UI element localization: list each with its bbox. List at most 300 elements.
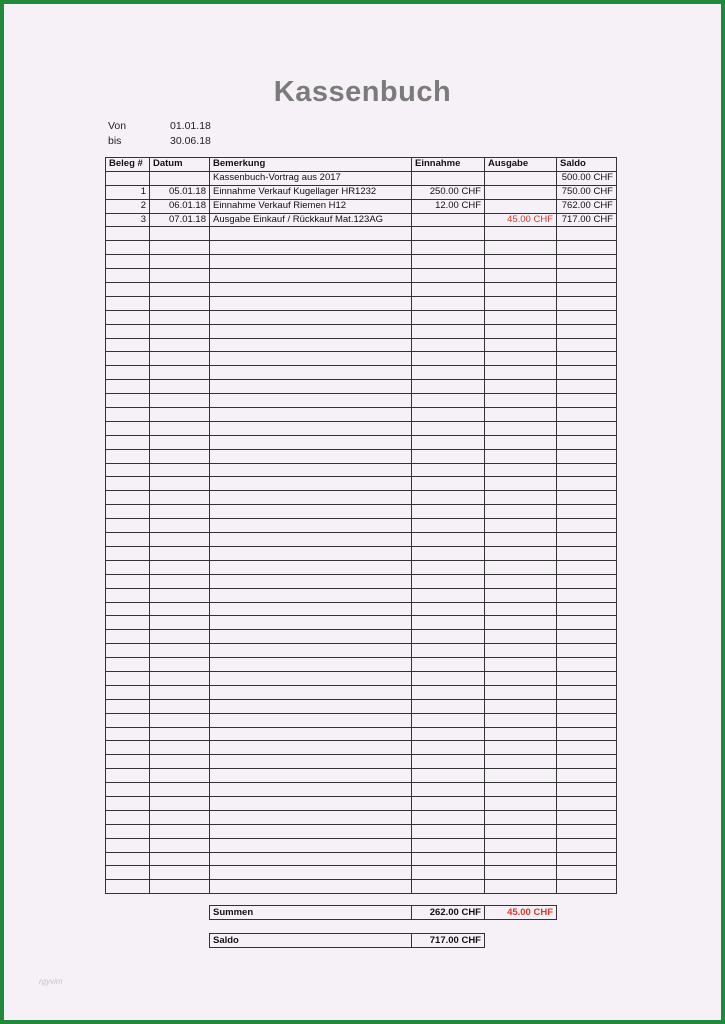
table-row [106,185,617,199]
cell-einnahme: 250.00 CHF [412,185,485,199]
cell-datum [150,810,210,824]
cell-datum [150,241,210,255]
cell-ausgabe [485,435,557,449]
cell-ausgabe [485,546,557,560]
cell-saldo [557,616,617,630]
cell-saldo [557,227,617,241]
period-to-value: 30.06.18 [170,134,211,147]
cell-einnahme [412,699,485,713]
cell-datum: 07.01.18 [150,213,210,227]
cell-saldo [557,602,617,616]
cell-bemerkung: Einnahme Verkauf Riemen H12 [210,199,412,213]
cell-datum: 06.01.18 [150,199,210,213]
cell-einnahme [412,644,485,658]
header-saldo: Saldo [557,158,617,172]
cell-ausgabe [485,352,557,366]
cell-bemerkung [210,838,412,852]
cell-beleg: 2 [106,199,150,213]
cell-ausgabe [485,408,557,422]
cell-ausgabe [485,477,557,491]
cell-bemerkung [210,533,412,547]
cell-beleg: 3 [106,213,150,227]
cell-datum [150,769,210,783]
cell-datum [150,588,210,602]
cell-einnahme [412,574,485,588]
cell-bemerkung [210,713,412,727]
cell-datum [150,463,210,477]
cell-ausgabe [485,241,557,255]
saldo-table [209,933,485,948]
cell-einnahme [412,171,485,185]
cell-bemerkung [210,394,412,408]
cell-einnahme [412,810,485,824]
cell-einnahme [412,838,485,852]
cell-datum [150,171,210,185]
cell-ausgabe [485,602,557,616]
cell-saldo [557,546,617,560]
empty-table-row [106,671,617,685]
cell-ausgabe [485,269,557,283]
table-row [106,199,617,213]
cell-beleg [106,421,150,435]
cell-beleg [106,463,150,477]
cell-ausgabe [485,616,557,630]
period-block [108,118,211,148]
cell-datum [150,533,210,547]
cell-datum [150,491,210,505]
cell-einnahme [412,630,485,644]
cell-einnahme [412,324,485,338]
cell-beleg [106,533,150,547]
cell-saldo [557,574,617,588]
cell-saldo [557,533,617,547]
cell-ausgabe [485,421,557,435]
cell-saldo [557,463,617,477]
cell-einnahme [412,671,485,685]
empty-table-row [106,616,617,630]
period-to-label: bis [108,134,122,147]
cell-datum [150,685,210,699]
cell-ausgabe [485,644,557,658]
empty-table-row [106,296,617,310]
cell-datum [150,366,210,380]
header-beleg: Beleg # [106,158,150,172]
cell-ausgabe [485,394,557,408]
cell-bemerkung [210,380,412,394]
empty-table-row [106,796,617,810]
cell-saldo [557,769,617,783]
cell-einnahme [412,616,485,630]
empty-table-row [106,824,617,838]
cell-datum [150,630,210,644]
empty-table-row [106,519,617,533]
cell-saldo [557,699,617,713]
cell-datum [150,824,210,838]
cell-datum [150,727,210,741]
cell-bemerkung [210,296,412,310]
cell-saldo [557,380,617,394]
cell-einnahme [412,213,485,227]
cell-datum [150,713,210,727]
cell-ausgabe [485,671,557,685]
cell-bemerkung [210,588,412,602]
cell-beleg [106,574,150,588]
cell-einnahme [412,408,485,422]
cell-ausgabe [485,866,557,880]
cell-datum [150,560,210,574]
empty-table-row [106,588,617,602]
cell-bemerkung [210,755,412,769]
cell-bemerkung [210,866,412,880]
cell-ausgabe [485,227,557,241]
empty-table-row [106,408,617,422]
cell-beleg [106,644,150,658]
cell-datum [150,699,210,713]
cell-saldo [557,283,617,297]
saldo-row [210,934,485,948]
cell-datum [150,741,210,755]
cell-beleg: 1 [106,185,150,199]
cell-ausgabe [485,491,557,505]
empty-table-row [106,505,617,519]
cell-ausgabe [485,449,557,463]
cell-datum [150,644,210,658]
cell-datum [150,866,210,880]
empty-table-row [106,727,617,741]
cell-datum [150,574,210,588]
cell-bemerkung [210,449,412,463]
empty-table-row [106,241,617,255]
cell-bemerkung [210,352,412,366]
empty-table-row [106,741,617,755]
cell-bemerkung [210,408,412,422]
cell-bemerkung: Einnahme Verkauf Kugellager HR1232 [210,185,412,199]
cell-beleg [106,741,150,755]
cell-bemerkung [210,685,412,699]
empty-table-row [106,546,617,560]
cell-bemerkung [210,671,412,685]
cell-ausgabe [485,741,557,755]
empty-table-row [106,769,617,783]
cell-saldo [557,810,617,824]
cell-datum [150,755,210,769]
cell-datum [150,269,210,283]
header-ausgabe: Ausgabe [485,158,557,172]
cell-beleg [106,727,150,741]
cell-bemerkung [210,546,412,560]
cell-einnahme [412,338,485,352]
cell-saldo [557,324,617,338]
cell-ausgabe [485,366,557,380]
cell-beleg [106,852,150,866]
cell-datum [150,852,210,866]
cell-beleg [106,658,150,672]
cell-saldo [557,727,617,741]
sums-ausgabe: 45.00 CHF [485,906,557,920]
cell-einnahme [412,227,485,241]
cell-ausgabe [485,296,557,310]
cell-einnahme [412,685,485,699]
cell-ausgabe [485,560,557,574]
cell-saldo [557,713,617,727]
cell-datum [150,616,210,630]
cell-saldo [557,588,617,602]
empty-table-row [106,713,617,727]
cell-saldo: 500.00 CHF [557,171,617,185]
cell-saldo [557,560,617,574]
cell-ausgabe [485,324,557,338]
cell-ausgabe [485,880,557,894]
header-bemerkung: Bemerkung [210,158,412,172]
cell-ausgabe [485,338,557,352]
cell-einnahme [412,296,485,310]
cell-beleg [106,713,150,727]
cell-beleg [106,880,150,894]
cell-beleg [106,241,150,255]
cell-saldo [557,671,617,685]
cell-saldo [557,352,617,366]
cell-bemerkung [210,574,412,588]
empty-table-row [106,352,617,366]
cell-beleg [106,269,150,283]
cell-einnahme [412,769,485,783]
cell-bemerkung [210,630,412,644]
saldo-label: Saldo [210,934,412,948]
cell-datum [150,227,210,241]
cell-beleg [106,352,150,366]
cell-saldo [557,449,617,463]
cell-bemerkung [210,463,412,477]
cell-ausgabe [485,852,557,866]
cell-bemerkung [210,880,412,894]
empty-table-row [106,380,617,394]
empty-table-row [106,449,617,463]
cell-beleg [106,380,150,394]
cell-ausgabe [485,310,557,324]
cell-bemerkung [210,505,412,519]
empty-table-row [106,394,617,408]
empty-table-row [106,269,617,283]
cell-datum [150,380,210,394]
cell-datum [150,671,210,685]
cell-beleg [106,449,150,463]
cell-datum: 05.01.18 [150,185,210,199]
cell-beleg [106,755,150,769]
cell-saldo [557,435,617,449]
cell-beleg [106,255,150,269]
cell-datum [150,408,210,422]
cell-saldo [557,505,617,519]
cell-beleg [106,602,150,616]
cash-book-table [105,157,617,894]
cell-bemerkung [210,824,412,838]
cell-bemerkung [210,421,412,435]
cell-bemerkung [210,338,412,352]
cell-datum [150,310,210,324]
cell-bemerkung: Ausgabe Einkauf / Rückkauf Mat.123AG [210,213,412,227]
cell-ausgabe [485,283,557,297]
document-page [4,4,721,1020]
cell-beleg [106,491,150,505]
cell-bemerkung [210,435,412,449]
cell-beleg [106,685,150,699]
cell-ausgabe [485,533,557,547]
empty-table-row [106,324,617,338]
cell-einnahme [412,588,485,602]
cell-bemerkung [210,644,412,658]
empty-table-row [106,463,617,477]
empty-table-row [106,491,617,505]
cell-einnahme [412,560,485,574]
cell-einnahme [412,658,485,672]
cell-einnahme [412,366,485,380]
cell-beleg [106,227,150,241]
cell-einnahme [412,741,485,755]
cell-datum [150,449,210,463]
empty-table-row [106,783,617,797]
empty-table-row [106,630,617,644]
cell-beleg [106,769,150,783]
cell-datum [150,394,210,408]
cell-einnahme [412,477,485,491]
cell-beleg [106,838,150,852]
cell-einnahme: 12.00 CHF [412,199,485,213]
cell-einnahme [412,421,485,435]
cell-ausgabe [485,171,557,185]
empty-table-row [106,477,617,491]
cell-datum [150,519,210,533]
cell-einnahme [412,463,485,477]
cell-datum [150,505,210,519]
cell-einnahme [412,824,485,838]
cell-beleg [106,283,150,297]
cell-einnahme [412,241,485,255]
cell-datum [150,658,210,672]
empty-table-row [106,852,617,866]
table-header-row [106,158,617,172]
cell-saldo [557,421,617,435]
period-from-label: Von [108,119,127,132]
cell-datum [150,421,210,435]
empty-table-row [106,755,617,769]
cell-einnahme [412,269,485,283]
cell-saldo [557,783,617,797]
cell-ausgabe [485,796,557,810]
cell-bemerkung [210,727,412,741]
cell-beleg [106,477,150,491]
cell-beleg [106,338,150,352]
cell-ausgabe [485,838,557,852]
cell-einnahme [412,783,485,797]
cell-bemerkung [210,241,412,255]
cell-beleg [106,435,150,449]
cell-einnahme [412,380,485,394]
sums-label: Summen [210,906,412,920]
empty-table-row [106,602,617,616]
cell-ausgabe [485,255,557,269]
cell-ausgabe [485,783,557,797]
empty-table-row [106,255,617,269]
cell-datum [150,880,210,894]
cell-bemerkung [210,796,412,810]
cell-einnahme [412,449,485,463]
cell-ausgabe [485,769,557,783]
cell-saldo [557,644,617,658]
cell-ausgabe [485,199,557,213]
cell-saldo [557,880,617,894]
cell-beleg [106,408,150,422]
cell-datum [150,796,210,810]
period-from-value: 01.01.18 [170,119,211,132]
cell-bemerkung [210,255,412,269]
cell-bemerkung [210,810,412,824]
saldo-value: 717.00 CHF [412,934,485,948]
cell-saldo [557,241,617,255]
cell-beleg [106,505,150,519]
cell-datum [150,435,210,449]
cell-saldo [557,394,617,408]
cell-datum [150,352,210,366]
cell-beleg [106,394,150,408]
cell-bemerkung [210,477,412,491]
cell-bemerkung [210,491,412,505]
cell-einnahme [412,255,485,269]
cell-saldo [557,310,617,324]
cell-saldo [557,477,617,491]
empty-table-row [106,574,617,588]
cell-einnahme [412,533,485,547]
cell-saldo [557,852,617,866]
sums-table [209,905,557,920]
header-einnahme: Einnahme [412,158,485,172]
cell-datum [150,783,210,797]
empty-table-row [106,421,617,435]
cell-bemerkung [210,283,412,297]
cell-datum [150,838,210,852]
cell-saldo: 717.00 CHF [557,213,617,227]
cell-beleg [106,699,150,713]
cell-bemerkung [210,616,412,630]
watermark: rgyvim [39,977,63,986]
cell-einnahme [412,852,485,866]
cell-ausgabe [485,658,557,672]
cell-bemerkung [210,658,412,672]
cell-bemerkung [210,852,412,866]
cell-ausgabe [485,505,557,519]
empty-table-row [106,658,617,672]
cell-beleg [106,671,150,685]
cell-ausgabe [485,699,557,713]
empty-table-row [106,699,617,713]
cell-bemerkung [210,769,412,783]
empty-table-row [106,560,617,574]
cell-ausgabe [485,755,557,769]
cell-saldo [557,658,617,672]
cell-bemerkung [210,269,412,283]
cell-saldo [557,838,617,852]
cell-datum [150,296,210,310]
cell-bemerkung [210,366,412,380]
cell-saldo [557,269,617,283]
cell-beleg [106,546,150,560]
cell-beleg [106,560,150,574]
cell-bemerkung [210,783,412,797]
table-row [106,171,617,185]
empty-table-row [106,880,617,894]
cell-bemerkung [210,519,412,533]
cell-einnahme [412,519,485,533]
cell-bemerkung [210,227,412,241]
